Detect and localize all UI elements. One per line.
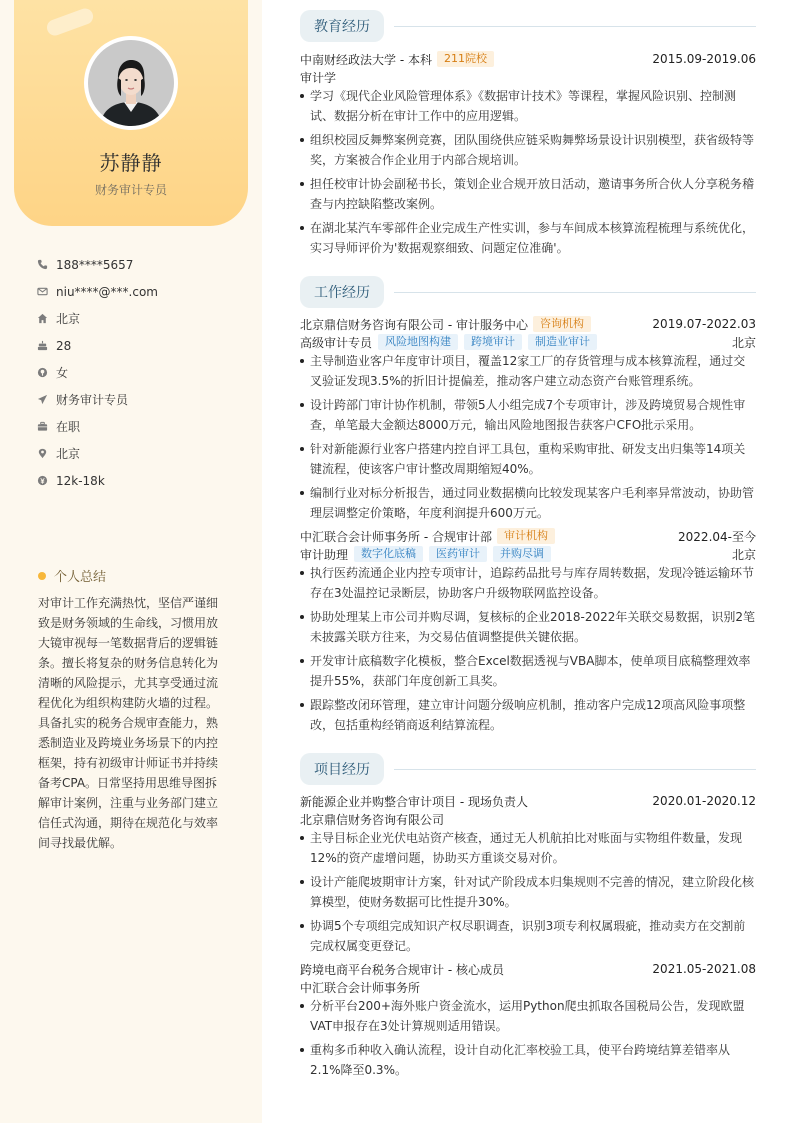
list-item: 设计跨部门审计协作机制，带领5人小组完成7个专项审计，涉及跨境贸易合规性审查，单笔最大金额达8000万元，输出风险地图报告获客户CFO批示采用。 (300, 395, 756, 435)
job-2-role: 审计助理 (300, 547, 349, 562)
contact-email (37, 278, 247, 305)
job-1-tag: 跨境审计 (464, 334, 522, 350)
job-2-tag: 并购尽调 (493, 546, 551, 562)
education-section-title: 教育经历 (300, 10, 384, 42)
job-1-role-row (300, 333, 756, 351)
avatar (84, 36, 178, 130)
send-icon (37, 394, 48, 405)
contact-phone-value: 188****5657 (56, 257, 134, 272)
cake-icon (37, 340, 48, 351)
contact-gender (37, 359, 247, 386)
contact-location (37, 440, 247, 467)
job-2-org-row (300, 527, 756, 545)
project-2-name: 跨境电商平台税务合规审计 - 核心成员 (300, 962, 504, 977)
education-section-header (300, 10, 756, 42)
job-1-bullets (300, 351, 756, 527)
decorative-pill (45, 6, 96, 37)
project-2-date: 2021.05-2021.08 (652, 962, 756, 976)
project-section-header (300, 753, 756, 785)
contact-email-value: niu****@***.com (56, 284, 158, 299)
job-1-badge: 咨询机构 (533, 316, 591, 332)
contact-status (37, 413, 247, 440)
list-item: 在湖北某汽车零部件企业完成生产性实训，参与车间成本核算流程梳理与系统优化，实习导师评价为'数据观察细致、问题定位准确'。 (300, 218, 756, 258)
list-item: 针对新能源行业客户搭建内控自评工具包，重构采购审批、研发支出归集等14项关键流程，使该客户审计整改周期缩短40%。 (300, 439, 756, 479)
contact-location-value: 北京 (56, 447, 81, 461)
summary-text: 对审计工作充满热忱，坚信严谨细致是财务领域的生命线，习惯用放大镜审视每一笔数据背后的逻辑链条。擅长将复杂的财务信息转化为清晰的风险提示，尤其享受通过流程优化为组织构建防火墙的过程。具备扎实的税务合规审查能力，熟悉制造业及跨境业务场景下的内控框架，持有初级审计师证书并持续备考CPA。日常坚持用思维导图拆解审计案例，注重与业务部门建立信任式沟通，期待在规范化与效率间寻找最优解。 (38, 596, 219, 850)
list-item: 执行医药流通企业内控专项审计，追踪药品批号与库存周转数据，发现冷链运输环节存在3处温控记录断层，协助客户升级物联网监控设备。 (300, 563, 756, 603)
project-1-bullets (300, 828, 756, 960)
section-divider (394, 769, 756, 770)
contact-position (37, 386, 247, 413)
contact-gender-value: 女 (56, 366, 69, 380)
list-item: 开发审计底稿数字化模板，整合Excel数据透视与VBA脚本，使单项目底稿整理效率提升55%，获部门年度创新工具奖。 (300, 651, 756, 691)
job-2-bullets (300, 563, 756, 739)
home-icon (37, 313, 48, 324)
list-item: 学习《现代企业风险管理体系》《数据审计技术》等课程，掌握风险识别、控制测试、数据分析在审计工作中的应用逻辑。 (300, 86, 756, 126)
contact-residence-value: 北京 (56, 312, 81, 326)
list-item: 设计产能爬坡期审计方案，针对试产阶段成本归集规则不完善的情况，建立阶段化核算模型，使财务数据可比性提升30%。 (300, 872, 756, 912)
education-bullets (300, 86, 756, 262)
education-major-row (300, 68, 756, 86)
summary-heading-label: 个人总结 (54, 570, 107, 585)
mail-icon (37, 286, 48, 297)
project-1-org: 北京鼎信财务咨询有限公司 (300, 812, 445, 827)
list-item: 编制行业对标分析报告，通过同业数据横向比较发现某客户毛利率异常波动，协助管理层调整定价策略，年度利润提升600万元。 (300, 483, 756, 523)
project-2-row (300, 960, 756, 978)
contact-salary (37, 467, 247, 494)
project-section-title: 项目经历 (300, 753, 384, 785)
work-section-title: 工作经历 (300, 276, 384, 308)
education-school: 中南财经政法大学 - 本科 (300, 52, 432, 67)
contact-list (37, 251, 247, 494)
job-2-city: 北京 (731, 547, 756, 562)
list-item: 重构多币种收入确认流程，设计自动化汇率校验工具，使平台跨境结算差错率从2.1%降至0.3%。 (300, 1040, 756, 1080)
salary-icon (37, 475, 48, 486)
gender-icon (37, 367, 48, 378)
briefcase-icon (37, 421, 48, 432)
list-item: 分析平台200+海外账户资金流水，运用Python爬虫抓取各国税局公告，发现欧盟VAT申报存在3处计算规则适用错误。 (300, 996, 756, 1036)
project-2-org: 中汇联合会计师事务所 (300, 980, 421, 995)
location-pin-icon (37, 448, 48, 459)
list-item: 跟踪整改闭环管理，建立审计问题分级响应机制，推动客户完成12项高风险事项整改，包括重构经销商返利结算流程。 (300, 695, 756, 735)
job-2-tag: 医药审计 (429, 546, 487, 562)
job-2-org: 中汇联合会计师事务所 - 合规审计部 (300, 529, 492, 544)
job-1-city: 北京 (731, 335, 756, 350)
project-1-date: 2020.01-2020.12 (652, 794, 756, 808)
job-2-role-row (300, 545, 756, 563)
contact-residence (37, 305, 247, 332)
job-1-org-row (300, 315, 756, 333)
contact-age (37, 332, 247, 359)
project-2-bullets (300, 996, 756, 1084)
project-1-org-row (300, 810, 756, 828)
sidebar (0, 0, 262, 1123)
avatar-portrait-icon (88, 40, 174, 126)
education-major: 审计学 (300, 70, 337, 85)
contact-salary-value: 12k-18k (56, 473, 105, 488)
profile-title: 财务审计专员 (94, 183, 167, 197)
education-date: 2015.09-2019.06 (652, 52, 756, 66)
project-2-org-row (300, 978, 756, 996)
section-divider (394, 292, 756, 293)
education-school-row (300, 50, 756, 68)
list-item: 担任校审计协会副秘书长，策划企业合规开放日活动，邀请事务所合伙人分享税务稽查与内控缺陷整改案例。 (300, 174, 756, 214)
list-item: 组织校园反舞弊案例竞赛，团队围绕供应链采购舞弊场景设计识别模型，获省级特等奖，方案被合作企业用于内部合规培训。 (300, 130, 756, 170)
project-1-row (300, 792, 756, 810)
list-item: 协助处理某上市公司并购尽调，复核标的企业2018-2022年关联交易数据，识别2笔未披露关联方往来，为交易估值调整提供关键依据。 (300, 607, 756, 647)
bullet-dot-icon (38, 572, 46, 580)
summary-heading (38, 566, 106, 585)
job-2-badge: 审计机构 (497, 528, 555, 544)
job-1-tag: 风险地图构建 (378, 334, 458, 350)
contact-age-value: 28 (56, 338, 72, 353)
job-1-date: 2019.07-2022.03 (652, 317, 756, 331)
job-1-org: 北京鼎信财务咨询有限公司 - 审计服务中心 (300, 317, 528, 332)
list-item: 主导制造业客户年度审计项目，覆盖12家工厂的存货管理与成本核算流程，通过交叉验证发现3.5%的折旧计提偏差，推动客户建立动态资产台账管理系统。 (300, 351, 756, 391)
contact-phone (37, 251, 247, 278)
contact-position-value: 财务审计专员 (56, 393, 129, 407)
work-section-header (300, 276, 756, 308)
contact-status-value: 在职 (56, 420, 81, 434)
phone-icon (37, 259, 48, 270)
job-1-tag: 制造业审计 (528, 334, 597, 350)
job-2-date: 2022.04-至今 (678, 529, 756, 544)
project-1-name: 新能源企业并购整合审计项目 - 现场负责人 (300, 794, 528, 809)
list-item: 协调5个专项组完成知识产权尽职调查，识别3项专利权属瑕疵，推动卖方在交割前完成权属变更登记。 (300, 916, 756, 956)
section-divider (394, 26, 756, 27)
profile-name: 苏静静 (99, 151, 163, 175)
job-1-role: 高级审计专员 (300, 335, 373, 350)
education-badge: 211院校 (437, 51, 494, 67)
job-2-tag: 数字化底稿 (354, 546, 423, 562)
list-item: 主导目标企业光伏电站资产核查，通过无人机航拍比对账面与实物组件数量，发现12%的资产虚增问题，协助买方重谈交易对价。 (300, 828, 756, 868)
